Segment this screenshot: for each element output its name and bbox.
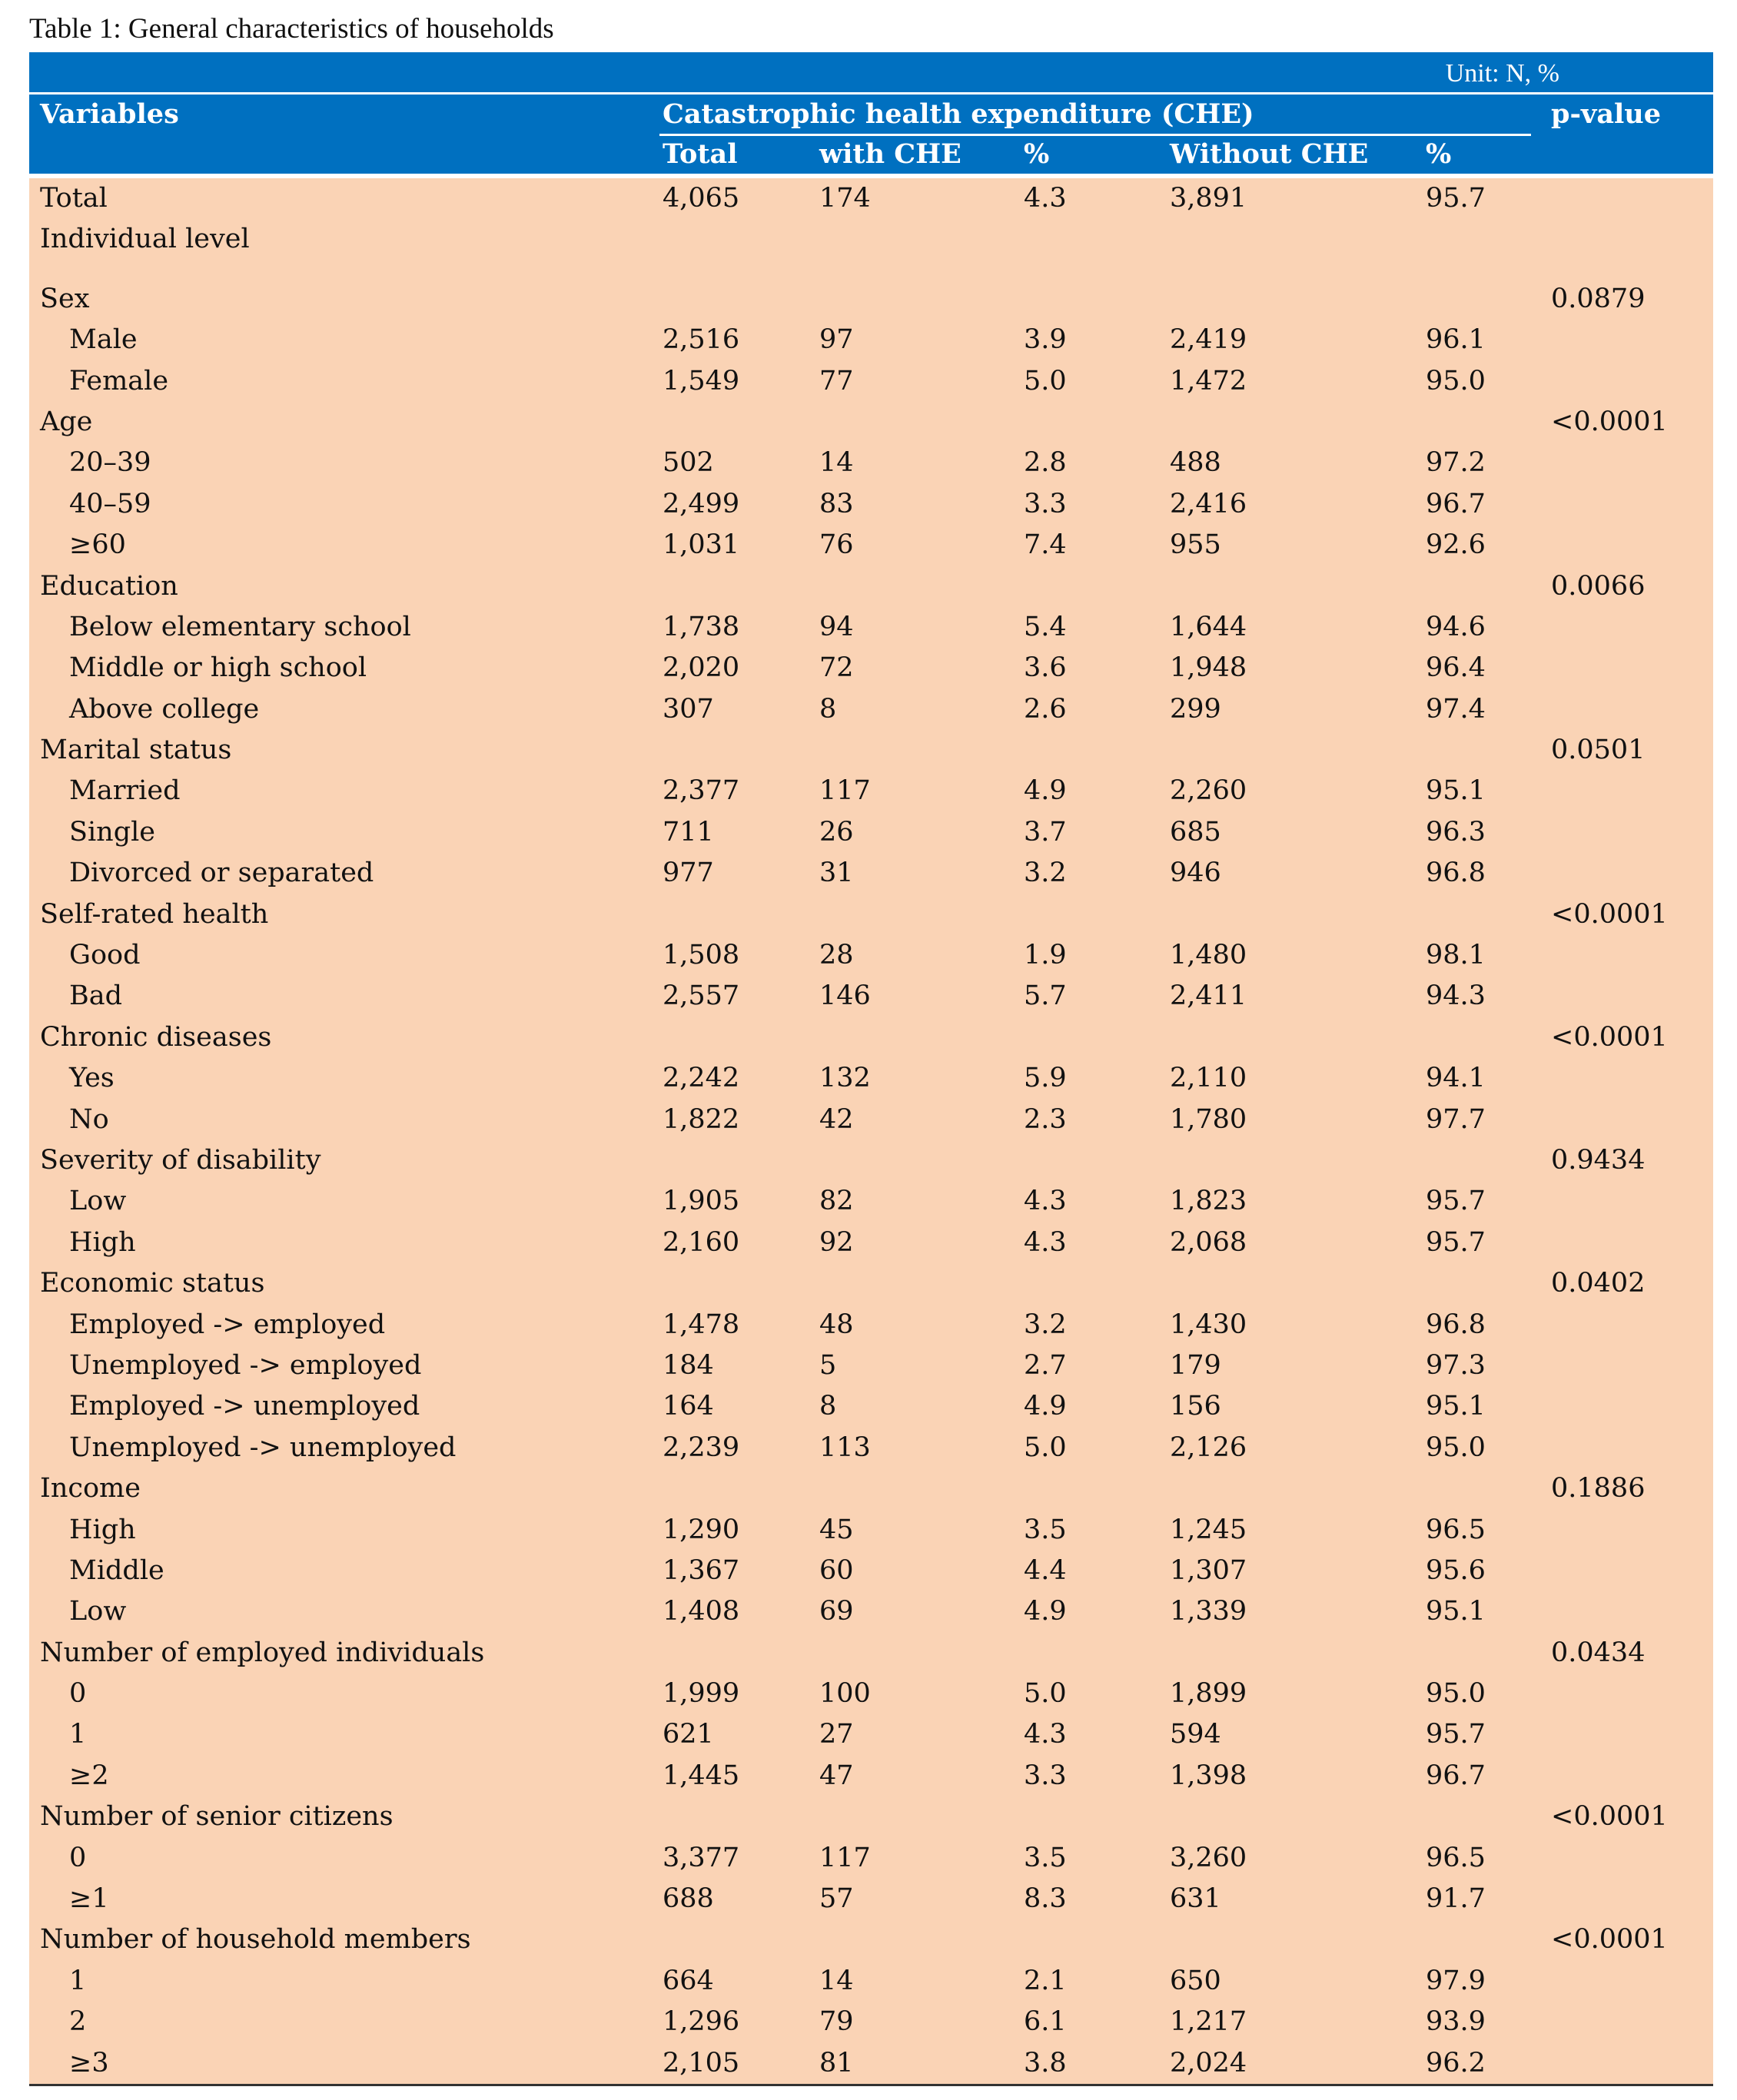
- table-row: [29, 361, 1713, 402]
- table-row: [29, 689, 1713, 730]
- row-label: Chronic diseases: [40, 1021, 272, 1053]
- p-value-cell: 0.1886: [1551, 1473, 1646, 1505]
- pct-with-cell: 2.3: [1024, 1103, 1067, 1135]
- without-che-cell: 3,891: [1170, 183, 1247, 214]
- pct-with-cell: 4.3: [1024, 1226, 1067, 1258]
- total-cell: 1,999: [663, 1678, 740, 1710]
- table-row: [29, 1633, 1713, 1674]
- total-cell: 621: [663, 1719, 714, 1750]
- p-value-cell: <0.0001: [1551, 1021, 1668, 1053]
- with-che-cell: 174: [819, 183, 871, 214]
- row-label: Male: [69, 324, 138, 356]
- total-cell: 1,367: [663, 1554, 740, 1586]
- pct-without-cell: 96.5: [1426, 1842, 1486, 1873]
- pct-without-cell: 95.1: [1426, 775, 1486, 807]
- pct-without-cell: 94.6: [1426, 611, 1486, 642]
- without-che-cell: 1,245: [1170, 1514, 1247, 1545]
- table-row: [29, 402, 1713, 443]
- pct-with-cell: 3.6: [1024, 652, 1067, 684]
- pct-without-cell: 95.0: [1426, 365, 1486, 396]
- pct-with-cell: 3.5: [1024, 1842, 1067, 1873]
- with-che-cell: 117: [819, 775, 871, 807]
- total-header: Total: [663, 138, 738, 170]
- without-che-cell: 2,411: [1170, 980, 1247, 1012]
- row-label: ≥1: [69, 1883, 109, 1915]
- row-label: Female: [69, 365, 169, 396]
- row-label: Self-rated health: [40, 898, 269, 930]
- pct-with-cell: 5.9: [1024, 1063, 1067, 1094]
- total-cell: 1,905: [663, 1186, 740, 1217]
- with-che-cell: 27: [819, 1719, 854, 1750]
- pct-without-cell: 95.7: [1426, 1226, 1486, 1258]
- total-cell: 711: [663, 816, 714, 848]
- pct-with-cell: 5.0: [1024, 1678, 1067, 1710]
- pct-with-cell: 1.9: [1024, 940, 1067, 971]
- row-label: ≥3: [69, 2047, 109, 2078]
- p-value-cell: 0.0501: [1551, 735, 1646, 766]
- pct-with-cell: 3.7: [1024, 816, 1067, 848]
- table-row: [29, 1879, 1713, 1919]
- without-che-cell: 2,416: [1170, 488, 1247, 519]
- row-label: Employed -> employed: [69, 1309, 386, 1340]
- with-che-cell: 42: [819, 1103, 854, 1135]
- without-che-cell: 2,068: [1170, 1226, 1247, 1258]
- unit-label: Unit: N, %: [1445, 59, 1559, 88]
- row-label: Low: [69, 1186, 127, 1217]
- total-cell: 1,508: [663, 940, 740, 971]
- table-row: [29, 566, 1713, 607]
- row-label: Middle: [69, 1554, 164, 1586]
- row-label: Bad: [69, 980, 122, 1012]
- table-body: [29, 178, 1713, 2086]
- with-che-cell: 94: [819, 611, 854, 642]
- without-che-cell: 488: [1170, 447, 1221, 479]
- table-row: [29, 1510, 1713, 1551]
- row-label: No: [69, 1103, 109, 1135]
- with-che-cell: 5: [819, 1349, 837, 1381]
- pct-without-cell: 97.3: [1426, 1349, 1486, 1381]
- row-label: 0: [69, 1842, 87, 1873]
- pct-with-cell: 4.3: [1024, 1719, 1067, 1750]
- row-label: ≥2: [69, 1760, 109, 1791]
- pct-without-cell: 97.9: [1426, 1965, 1486, 1996]
- pct-without-cell: 96.5: [1426, 1514, 1486, 1545]
- pct-with-cell: 4.9: [1024, 1391, 1067, 1422]
- header-divider: [29, 92, 1713, 95]
- row-label: Married: [69, 775, 181, 807]
- row-label: Unemployed -> unemployed: [69, 1432, 457, 1463]
- with-che-cell: 60: [819, 1554, 854, 1586]
- row-label: 40–59: [69, 488, 151, 519]
- pct-with-cell: 8.3: [1024, 1883, 1067, 1915]
- pct-with-cell: 2.7: [1024, 1349, 1067, 1381]
- row-label: Above college: [69, 693, 260, 725]
- pct-without-cell: 96.4: [1426, 652, 1486, 684]
- without-che-cell: 1,217: [1170, 2006, 1247, 2038]
- with-che-cell: 77: [819, 365, 854, 396]
- without-che-cell: 1,780: [1170, 1103, 1247, 1135]
- p-value-cell: 0.0879: [1551, 283, 1646, 314]
- table-row: [29, 320, 1713, 360]
- table-row: [29, 1756, 1713, 1796]
- without-che-cell: 1,899: [1170, 1678, 1247, 1710]
- total-cell: 3,377: [663, 1842, 740, 1873]
- pct-without-cell: 96.8: [1426, 858, 1486, 889]
- with-che-cell: 113: [819, 1432, 871, 1463]
- row-label: 0: [69, 1678, 87, 1710]
- without-che-cell: 1,472: [1170, 365, 1247, 396]
- pct-without-cell: 97.2: [1426, 447, 1486, 479]
- pct-without-cell: 95.1: [1426, 1391, 1486, 1422]
- table-row: [29, 484, 1713, 525]
- p-value-cell: <0.0001: [1551, 1801, 1668, 1833]
- table-row: [29, 1058, 1713, 1099]
- without-che-cell: 946: [1170, 858, 1221, 889]
- table-row: [29, 1100, 1713, 1140]
- table-row: [29, 1223, 1713, 1263]
- pct-with-cell: 3.3: [1024, 1760, 1067, 1791]
- pct-with-cell: 4.9: [1024, 775, 1067, 807]
- table-row: [29, 178, 1713, 219]
- pct-without-cell: 97.4: [1426, 693, 1486, 725]
- table-row: [29, 1263, 1713, 1304]
- p-value-cell: <0.0001: [1551, 406, 1668, 437]
- pct-without-cell: 94.1: [1426, 1063, 1486, 1094]
- table-row: [29, 771, 1713, 811]
- table-row: [29, 1140, 1713, 1181]
- row-label: Sex: [40, 283, 90, 314]
- with-che-cell: 132: [819, 1063, 871, 1094]
- table-caption: Table 1: General characteristics of households: [29, 13, 554, 45]
- row-label: Severity of disability: [40, 1144, 321, 1176]
- table-row: [29, 1345, 1713, 1386]
- total-cell: 2,242: [663, 1063, 740, 1094]
- row-label: Number of employed individuals: [40, 1637, 485, 1668]
- total-cell: 1,296: [663, 2006, 740, 2038]
- pct-with-cell: 3.2: [1024, 858, 1067, 889]
- pct-without-cell: 92.6: [1426, 529, 1486, 561]
- row-label: Number of senior citizens: [40, 1801, 394, 1833]
- pct-without-cell: 96.3: [1426, 816, 1486, 848]
- pct-without-cell: 95.7: [1426, 183, 1486, 214]
- table-row: [29, 1551, 1713, 1591]
- p-value-cell: <0.0001: [1551, 898, 1668, 930]
- pct-with-cell: 2.1: [1024, 1965, 1067, 1996]
- row-label: Divorced or separated: [69, 858, 374, 889]
- pct-without-cell: 95.1: [1426, 1596, 1486, 1627]
- table-row: [29, 2043, 1713, 2084]
- row-label: High: [69, 1514, 136, 1545]
- without-che-cell: 955: [1170, 529, 1221, 561]
- without-che-cell: 1,644: [1170, 611, 1247, 642]
- without-che-cell: 179: [1170, 1349, 1221, 1381]
- table-row: [29, 1428, 1713, 1468]
- row-label: High: [69, 1226, 136, 1258]
- with-che-cell: 8: [819, 693, 837, 725]
- pct-without-cell: 94.3: [1426, 980, 1486, 1012]
- with-che-cell: 92: [819, 1226, 854, 1258]
- table-row: [29, 648, 1713, 688]
- with-che-cell: 48: [819, 1309, 854, 1340]
- without-che-cell: 2,024: [1170, 2047, 1247, 2078]
- total-cell: 1,290: [663, 1514, 740, 1545]
- pct-with-cell: 2.8: [1024, 447, 1067, 479]
- table-row: [29, 853, 1713, 894]
- total-cell: 2,377: [663, 775, 740, 807]
- with-che-cell: 28: [819, 940, 854, 971]
- table-row: [29, 443, 1713, 483]
- total-cell: 2,557: [663, 980, 740, 1012]
- with-che-cell: 82: [819, 1186, 854, 1217]
- with-che-cell: 45: [819, 1514, 854, 1545]
- without-che-cell: 1,948: [1170, 652, 1247, 684]
- row-label: Low: [69, 1596, 127, 1627]
- pct-with-cell: 6.1: [1024, 2006, 1067, 2038]
- pct-with-cell: 4.4: [1024, 1554, 1067, 1586]
- table-row: [29, 525, 1713, 566]
- characteristics-table: [29, 52, 1713, 2086]
- with-che-cell: 14: [819, 447, 854, 479]
- table-row: [29, 1838, 1713, 1879]
- with-che-cell: 79: [819, 2006, 854, 2038]
- total-cell: 1,549: [663, 365, 740, 396]
- pct-with-cell: 5.4: [1024, 611, 1067, 642]
- pct-with-cell: 4.9: [1024, 1596, 1067, 1627]
- total-cell: 1,445: [663, 1760, 740, 1791]
- row-label: Individual level: [40, 224, 250, 255]
- total-cell: 2,020: [663, 652, 740, 684]
- row-label: Yes: [69, 1063, 115, 1094]
- with-che-cell: 83: [819, 488, 854, 519]
- pct-with-cell: 4.3: [1024, 183, 1067, 214]
- with-che-cell: 26: [819, 816, 854, 848]
- row-label: 20–39: [69, 447, 151, 479]
- table-row: [29, 279, 1713, 320]
- without-che-cell: 2,419: [1170, 324, 1247, 356]
- row-label: Unemployed -> employed: [69, 1349, 422, 1381]
- pct-with-cell: 5.7: [1024, 980, 1067, 1012]
- row-label: ≥60: [69, 529, 126, 561]
- p-value-cell: 0.0066: [1551, 570, 1646, 602]
- total-cell: 1,478: [663, 1309, 740, 1340]
- total-cell: 1,822: [663, 1103, 740, 1135]
- table-header: [29, 52, 1713, 174]
- total-cell: 1,738: [663, 611, 740, 642]
- total-cell: 664: [663, 1965, 714, 1996]
- pct-with-cell: 3.8: [1024, 2047, 1067, 2078]
- che-header: Catastrophic health expenditure (CHE): [663, 98, 1254, 130]
- with-che-cell: 81: [819, 2047, 854, 2078]
- with-che-cell: 117: [819, 1842, 871, 1873]
- with-che-cell: 146: [819, 980, 871, 1012]
- table-row: [29, 730, 1713, 771]
- total-cell: 2,160: [663, 1226, 740, 1258]
- table-row: [29, 1386, 1713, 1427]
- without-che-cell: 156: [1170, 1391, 1221, 1422]
- pct-with-cell: 3.5: [1024, 1514, 1067, 1545]
- row-label: Marital status: [40, 735, 232, 766]
- table-row: [29, 1468, 1713, 1509]
- row-label: 2: [69, 2006, 87, 2038]
- row-label: Middle or high school: [69, 652, 367, 684]
- with-che-cell: 31: [819, 858, 854, 889]
- row-label: 1: [69, 1965, 87, 1996]
- p-value-cell: 0.0402: [1551, 1268, 1646, 1299]
- table-row: [29, 1591, 1713, 1632]
- row-label: Income: [40, 1473, 141, 1505]
- with-che-cell: 57: [819, 1883, 854, 1915]
- row-label: 1: [69, 1719, 87, 1750]
- pct-without-cell: 96.1: [1426, 324, 1486, 356]
- total-cell: 977: [663, 858, 714, 889]
- row-label: Education: [40, 570, 178, 602]
- pct-with-cell: 7.4: [1024, 529, 1067, 561]
- without-che-cell: 650: [1170, 1965, 1221, 1996]
- pct-without-cell: 95.7: [1426, 1186, 1486, 1217]
- table-row: [29, 1919, 1713, 1960]
- pvalue-header: p-value: [1551, 98, 1662, 130]
- pct-without-cell: 91.7: [1426, 1883, 1486, 1915]
- without-che-cell: 299: [1170, 693, 1221, 725]
- without-che-cell: 2,260: [1170, 775, 1247, 807]
- with-che-cell: 47: [819, 1760, 854, 1791]
- pct-without-cell: 96.7: [1426, 488, 1486, 519]
- without-che-cell: 685: [1170, 816, 1221, 848]
- pct-with-cell: 3.3: [1024, 488, 1067, 519]
- total-cell: 2,105: [663, 2047, 740, 2078]
- pct-with-cell: 5.0: [1024, 1432, 1067, 1463]
- with-che-cell: 100: [819, 1678, 871, 1710]
- row-spacer: [29, 260, 1713, 279]
- che-underline: [659, 134, 1531, 136]
- row-label: Employed -> unemployed: [69, 1391, 420, 1422]
- pct-with-cell: 2.6: [1024, 693, 1067, 725]
- pct-without-header: %: [1426, 138, 1452, 170]
- without-che-cell: 594: [1170, 1719, 1221, 1750]
- table-row: [29, 1714, 1713, 1755]
- with-che-cell: 69: [819, 1596, 854, 1627]
- pct-with-cell: 3.9: [1024, 324, 1067, 356]
- with-che-cell: 14: [819, 1965, 854, 1996]
- with-che-cell: 72: [819, 652, 854, 684]
- without-che-cell: 1,480: [1170, 940, 1247, 971]
- row-label: Age: [40, 406, 93, 437]
- row-label: Number of household members: [40, 1924, 471, 1956]
- pct-without-cell: 96.2: [1426, 2047, 1486, 2078]
- without-che-cell: 2,126: [1170, 1432, 1247, 1463]
- table-row: [29, 935, 1713, 976]
- table-row: [29, 1961, 1713, 2002]
- row-label: Good: [69, 940, 141, 971]
- table-row: [29, 219, 1713, 260]
- pct-without-cell: 96.7: [1426, 1760, 1486, 1791]
- table-row: [29, 607, 1713, 648]
- without-che-cell: 1,307: [1170, 1554, 1247, 1586]
- pct-with-header: %: [1024, 138, 1050, 170]
- p-value-cell: 0.0434: [1551, 1637, 1646, 1668]
- without-che-header: Without CHE: [1170, 138, 1369, 170]
- pct-with-cell: 4.3: [1024, 1186, 1067, 1217]
- row-label: Single: [69, 816, 156, 848]
- table-row: [29, 812, 1713, 853]
- pct-with-cell: 3.2: [1024, 1309, 1067, 1340]
- pct-with-cell: 5.0: [1024, 365, 1067, 396]
- total-cell: 2,239: [663, 1432, 740, 1463]
- total-cell: 184: [663, 1349, 714, 1381]
- total-cell: 688: [663, 1883, 714, 1915]
- table-row: [29, 976, 1713, 1017]
- with-che-header: with CHE: [819, 138, 961, 170]
- total-cell: 502: [663, 447, 714, 479]
- total-cell: 1,031: [663, 529, 740, 561]
- p-value-cell: <0.0001: [1551, 1924, 1668, 1956]
- total-cell: 2,499: [663, 488, 740, 519]
- pct-without-cell: 97.7: [1426, 1103, 1486, 1135]
- without-che-cell: 2,110: [1170, 1063, 1247, 1094]
- table-row: [29, 1674, 1713, 1714]
- without-che-cell: 1,823: [1170, 1186, 1247, 1217]
- total-cell: 2,516: [663, 324, 740, 356]
- total-cell: 4,065: [663, 183, 740, 214]
- with-che-cell: 8: [819, 1391, 837, 1422]
- table-row: [29, 1181, 1713, 1222]
- with-che-cell: 97: [819, 324, 854, 356]
- pct-without-cell: 98.1: [1426, 940, 1486, 971]
- table-row: [29, 1017, 1713, 1058]
- pct-without-cell: 96.8: [1426, 1309, 1486, 1340]
- variables-header: Variables: [40, 98, 179, 130]
- pct-without-cell: 95.0: [1426, 1678, 1486, 1710]
- total-cell: 1,408: [663, 1596, 740, 1627]
- p-value-cell: 0.9434: [1551, 1144, 1646, 1176]
- total-cell: 164: [663, 1391, 714, 1422]
- without-che-cell: 1,430: [1170, 1309, 1247, 1340]
- without-che-cell: 631: [1170, 1883, 1221, 1915]
- without-che-cell: 1,398: [1170, 1760, 1247, 1791]
- table-row: [29, 2002, 1713, 2042]
- row-label: Total: [40, 183, 108, 214]
- pct-without-cell: 95.7: [1426, 1719, 1486, 1750]
- table-row: [29, 894, 1713, 935]
- table-row: [29, 1305, 1713, 1345]
- row-label: Below elementary school: [69, 611, 411, 642]
- total-cell: 307: [663, 693, 714, 725]
- without-che-cell: 1,339: [1170, 1596, 1247, 1627]
- pct-without-cell: 95.0: [1426, 1432, 1486, 1463]
- with-che-cell: 76: [819, 529, 854, 561]
- without-che-cell: 3,260: [1170, 1842, 1247, 1873]
- table-row: [29, 1796, 1713, 1837]
- row-label: Economic status: [40, 1268, 265, 1299]
- pct-without-cell: 93.9: [1426, 2006, 1486, 2038]
- pct-without-cell: 95.6: [1426, 1554, 1486, 1586]
